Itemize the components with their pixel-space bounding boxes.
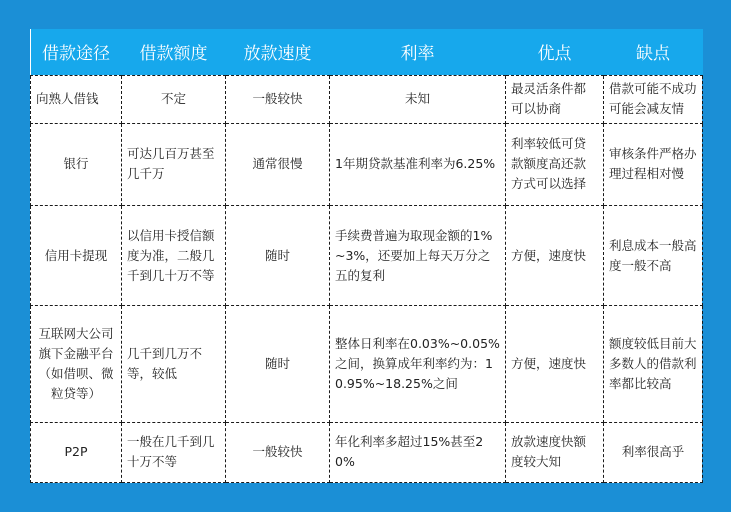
header-pros: 优点 <box>506 29 604 75</box>
table-row <box>31 422 703 482</box>
cell-amount: 几千到几万不等，较低 <box>122 306 226 422</box>
cell-rate: 整体日利率在0.03%~0.05%之间，换算成年利率约为：10.95%~18.25%之间 <box>330 306 506 422</box>
loan-comparison-table-frame <box>30 29 702 483</box>
header-rate: 利率 <box>330 29 506 75</box>
cell-pros: 利率较低可贷款额度高还款方式可以选择 <box>506 123 604 205</box>
cell-channel: 银行 <box>31 123 122 205</box>
cell-pros: 最灵活条件都可以协商 <box>506 75 604 123</box>
cell-rate: 1年期贷款基准利率为6.25% <box>330 123 506 205</box>
table-row <box>31 123 703 205</box>
cell-speed: 随时 <box>226 306 330 422</box>
cell-channel: P2P <box>31 422 122 482</box>
cell-cons: 审核条件严格办理过程相对慢 <box>604 123 703 205</box>
cell-channel: 向熟人借钱 <box>31 75 122 123</box>
cell-rate: 未知 <box>330 75 506 123</box>
cell-amount: 一般在几千到几十万不等 <box>122 422 226 482</box>
cell-pros: 方便，速度快 <box>506 205 604 305</box>
cell-speed: 一般较快 <box>226 75 330 123</box>
header-amount: 借款额度 <box>122 29 226 75</box>
header-speed: 放款速度 <box>226 29 330 75</box>
cell-cons: 利息成本一般高度一般不高 <box>604 205 703 305</box>
table-row <box>31 75 703 123</box>
header-cons: 缺点 <box>604 29 703 75</box>
cell-amount: 以信用卡授信额度为准，二般几千到几十万不等 <box>122 205 226 305</box>
header-channel: 借款途径 <box>31 29 122 75</box>
cell-speed: 通常很慢 <box>226 123 330 205</box>
table-row <box>31 205 703 305</box>
cell-channel: 互联网大公司旗下金融平台（如借呗、微粒贷等） <box>31 306 122 422</box>
cell-speed: 随时 <box>226 205 330 305</box>
cell-pros: 放款速度快额度较大知 <box>506 422 604 482</box>
cell-pros: 方便，速度快 <box>506 306 604 422</box>
cell-speed: 一般较快 <box>226 422 330 482</box>
cell-amount: 不定 <box>122 75 226 123</box>
cell-rate: 年化利率多超过15%甚至20% <box>330 422 506 482</box>
cell-channel: 信用卡提现 <box>31 205 122 305</box>
loan-comparison-table <box>30 29 703 483</box>
cell-cons: 借款可能不成功可能会减友情 <box>604 75 703 123</box>
cell-cons: 利率很高乎 <box>604 422 703 482</box>
cell-rate: 手续费普遍为取现金额的1%~3%，还要加上每天万分之五的复利 <box>330 205 506 305</box>
cell-amount: 可达几百万甚至几千万 <box>122 123 226 205</box>
cell-cons: 额度较低目前大多数人的借款利率都比较高 <box>604 306 703 422</box>
header-row <box>31 29 703 75</box>
table-row <box>31 306 703 422</box>
